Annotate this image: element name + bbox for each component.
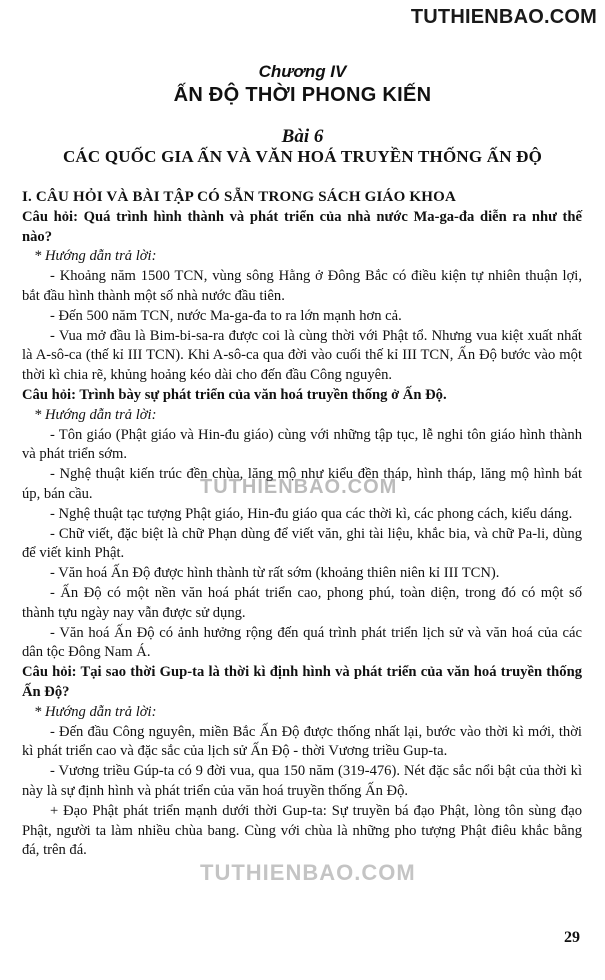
answer-paragraph: - Tôn giáo (Phật giáo và Hin-đu giáo) cùng với những tập tục, lễ nghi tôn giáo hình thành và phát triển sớm. bbox=[22, 426, 582, 463]
watermark: TUTHIENBAO.COM bbox=[200, 860, 416, 885]
chapter-label: Chương IV bbox=[258, 62, 347, 81]
page-content bbox=[22, 188, 582, 861]
answer-paragraph: - Đến đầu Công nguyên, miền Bắc Ấn Độ được thống nhất lại, bước vào thời kì mới, thời kì phát triển cao và đặc sắc của lịch sử Ấn Độ - thời Vương triều Gup-ta. bbox=[22, 723, 582, 760]
answer-paragraph: + Đạo Phật phát triển mạnh dưới thời Gup-ta: Sự truyền bá đạo Phật, lòng tôn sùng đạo Phật, người ta làm nhiều chùa bang. Cùng với chùa là những pho tượng Phật điêu khắc bằng đá, trên đá. bbox=[22, 802, 582, 859]
answer-paragraph: - Khoảng năm 1500 TCN, vùng sông Hằng ở Đông Bắc có điều kiện tự nhiên thuận lợi, bắt đầu hình thành một số nhà nước đầu tiên. bbox=[22, 268, 582, 304]
answer-paragraph: - Đến 500 năm TCN, nước Ma-ga-đa to ra lớn mạnh hơn cả. bbox=[50, 307, 402, 324]
question-2: Câu hỏi: Trình bày sự phát triển của văn hoá truyền thống ở Ấn Độ. bbox=[22, 386, 447, 403]
answer-paragraph: - Chữ viết, đặc biệt là chữ Phạn dùng để viết văn, ghi tài liệu, khắc bia, và chữ Pa-li, dùng để viết kinh Phật. bbox=[22, 525, 582, 562]
answer-paragraph: - Nghệ thuật tạc tượng Phật giáo, Hin-đu giáo qua các thời kì, các phong cách, kiểu dáng. bbox=[50, 505, 573, 522]
answer-guide-3: * Hướng dẫn trả lời: bbox=[34, 703, 157, 720]
answer-paragraph: - Vương triều Gúp-ta có 9 đời vua, qua 150 năm (319-476). Nét đặc sắc nổi bật của thời kì này là sự định hình và phát triển của văn hoá truyền thống Ấn Độ. bbox=[22, 763, 582, 799]
lesson-title: CÁC QUỐC GIA ẤN VÀ VĂN HOÁ TRUYỀN THỐNG ẤN ĐỘ bbox=[62, 147, 543, 166]
answer-guide-1: * Hướng dẫn trả lời: bbox=[34, 248, 157, 265]
answer-paragraph: - Văn hoá Ấn Độ được hình thành từ rất sớm (khoảng thiên niên kỉ III TCN). bbox=[50, 565, 500, 582]
chapter-title: ẤN ĐỘ THỜI PHONG KIẾN bbox=[173, 84, 432, 106]
question-1: Câu hỏi: Quá trình hình thành và phát triển của nhà nước Ma-ga-đa diễn ra như thế nào? bbox=[22, 208, 582, 245]
answer-paragraph: - Nghệ thuật kiến trúc đền chùa, lăng mộ như kiểu đền tháp, hình tháp, lăng mộ hình bát úp, bán cầu. bbox=[22, 466, 582, 502]
answer-guide-2: * Hướng dẫn trả lời: bbox=[34, 406, 157, 423]
site-logo: TUTHIENBAO.COM bbox=[410, 6, 597, 28]
section-heading: I. CÂU HỎI VÀ BÀI TẬP CÓ SẴN TRONG SÁCH GIÁO KHOA bbox=[22, 189, 457, 205]
answer-paragraph: - Văn hoá Ấn Độ có ảnh hưởng rộng đến quá trình phát triển lịch sử và văn hoá của các dân tộc Đông Nam Á. bbox=[22, 624, 582, 661]
watermark: TUTHIENBAO.COM bbox=[200, 476, 398, 498]
answer-paragraph: - Vua mở đầu là Bim-bi-sa-ra được coi là cùng thời với Phật tổ. Nhưng vua kiệt xuất nhất là A-sô-ca (thế kỉ III TCN). Khi A-sô-ca qua đời vào cuối thế kỉ III TCN, Ấn Độ bước vào một thời kì chia rẽ, khủng hoảng kéo dài cho đến đầu Công nguyên. bbox=[22, 327, 582, 384]
answer-paragraph: - Ấn Độ có một nền văn hoá phát triển cao, phong phú, toàn diện, trong đó có một số thành tựu ngày nay vẫn được sử dụng. bbox=[22, 584, 582, 621]
page-number: 29 bbox=[564, 929, 580, 946]
lesson-number: Bài 6 bbox=[281, 126, 324, 147]
question-3: Câu hỏi: Tại sao thời Gup-ta là thời kì định hình và phát triển của văn hoá truyền thống Ấn Độ? bbox=[22, 664, 582, 700]
